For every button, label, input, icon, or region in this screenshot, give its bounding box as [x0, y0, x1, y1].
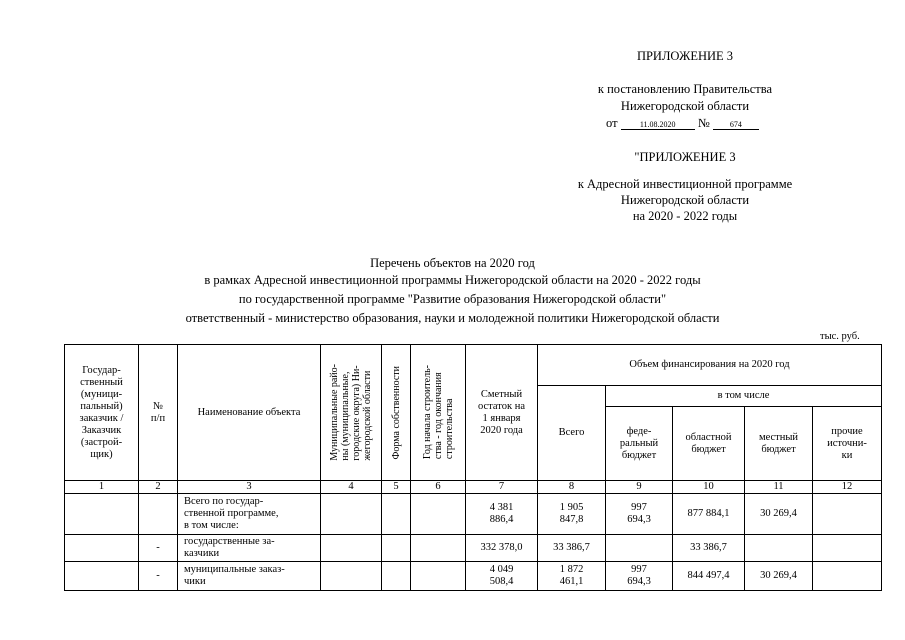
column-number: 9	[606, 481, 673, 494]
header-object-name: Наименование объекта	[178, 345, 321, 481]
resolution-number: 674	[713, 120, 759, 130]
header-local: местный бюджет	[745, 407, 813, 481]
resolution-date-line	[606, 116, 806, 131]
header-balance: Сметный остаток на 1 января 2020 года	[466, 345, 538, 481]
row-federal: 997 694,3	[606, 494, 673, 535]
row-balance: 4 381 886,4	[466, 494, 538, 535]
header-financing: Объем финансирования на 2020 год	[538, 345, 882, 386]
row-balance: 332 378,0	[466, 535, 538, 562]
column-number: 2	[139, 481, 178, 494]
row-regional: 33 386,7	[673, 535, 745, 562]
resolution-line-1: к постановлению Правительства	[597, 82, 773, 96]
header-federal: феде- ральный бюджет	[606, 407, 673, 481]
row-name: Всего по государ- ственной программе, в том числе:	[178, 494, 321, 535]
header-total: Всего	[538, 386, 606, 481]
row-federal: 997 694,3	[606, 562, 673, 591]
title-line-3: по государственной программе "Развитие образования Нижегородской области"	[238, 292, 667, 306]
row-local: 30 269,4	[745, 562, 813, 591]
title-line-1: Перечень объектов на 2020 год	[370, 256, 535, 270]
row-total: 1 905 847,8	[538, 494, 606, 535]
appendix-title: ПРИЛОЖЕНИЕ 3	[636, 49, 734, 63]
column-number: 11	[745, 481, 813, 494]
units-label: тыс. руб.	[820, 331, 860, 342]
date-prefix: от	[606, 116, 618, 130]
row-local	[745, 535, 813, 562]
header-including: в том числе	[606, 386, 882, 407]
title-line-2: в рамках Адресной инвестиционной программы Нижегородской области на 2020 - 2022 годы	[204, 273, 701, 287]
header-districts: Муниципальные райо- ны (муниципальные, городские округа) Ни- жегородской области	[321, 345, 382, 481]
row-num: -	[139, 562, 178, 591]
row-regional: 844 497,4	[673, 562, 745, 591]
table-row-state-customers	[65, 535, 882, 562]
row-balance: 4 049 508,4	[466, 562, 538, 591]
objects-table	[64, 344, 882, 591]
header-customer: Государ- ственный (муници- пальный) заказчик / Заказчик (застрой- щик)	[65, 345, 139, 481]
row-regional: 877 884,1	[673, 494, 745, 535]
header-years: Год начала строитель- ства - год окончания строительства	[411, 345, 466, 481]
row-name: муниципальные заказ- чики	[178, 562, 321, 591]
title-line-4: ответственный - министерство образования, науки и молодежной политики Нижегородской области	[185, 311, 720, 325]
column-number: 5	[382, 481, 411, 494]
header-ownership: Форма собственности	[382, 345, 411, 481]
column-number: 1	[65, 481, 139, 494]
column-number: 8	[538, 481, 606, 494]
row-num	[139, 494, 178, 535]
column-number: 3	[178, 481, 321, 494]
resolution-line-2: Нижегородской области	[620, 99, 750, 113]
column-number: 7	[466, 481, 538, 494]
row-total: 33 386,7	[538, 535, 606, 562]
row-federal	[606, 535, 673, 562]
row-other	[813, 535, 882, 562]
row-local: 30 269,4	[745, 494, 813, 535]
row-other	[813, 562, 882, 591]
program-line-2: Нижегородской области	[620, 193, 750, 207]
appendix-2-title: "ПРИЛОЖЕНИЕ 3	[634, 150, 736, 164]
column-number: 10	[673, 481, 745, 494]
column-number: 12	[813, 481, 882, 494]
resolution-date: 11.08.2020	[621, 120, 695, 130]
column-number: 4	[321, 481, 382, 494]
number-sign: №	[697, 116, 710, 130]
program-line-1: к Адресной инвестиционной программе	[577, 177, 793, 191]
row-other	[813, 494, 882, 535]
header-num: № п/п	[139, 345, 178, 481]
column-number: 6	[411, 481, 466, 494]
header-other: прочие источни- ки	[813, 407, 882, 481]
row-num: -	[139, 535, 178, 562]
column-numbers-row	[65, 481, 882, 494]
header-regional: областной бюджет	[673, 407, 745, 481]
row-name: государственные за- казчики	[178, 535, 321, 562]
program-line-3: на 2020 - 2022 годы	[632, 209, 738, 223]
table-row-municipal-customers	[65, 562, 882, 591]
row-total: 1 872 461,1	[538, 562, 606, 591]
table-row-program-total	[65, 494, 882, 535]
